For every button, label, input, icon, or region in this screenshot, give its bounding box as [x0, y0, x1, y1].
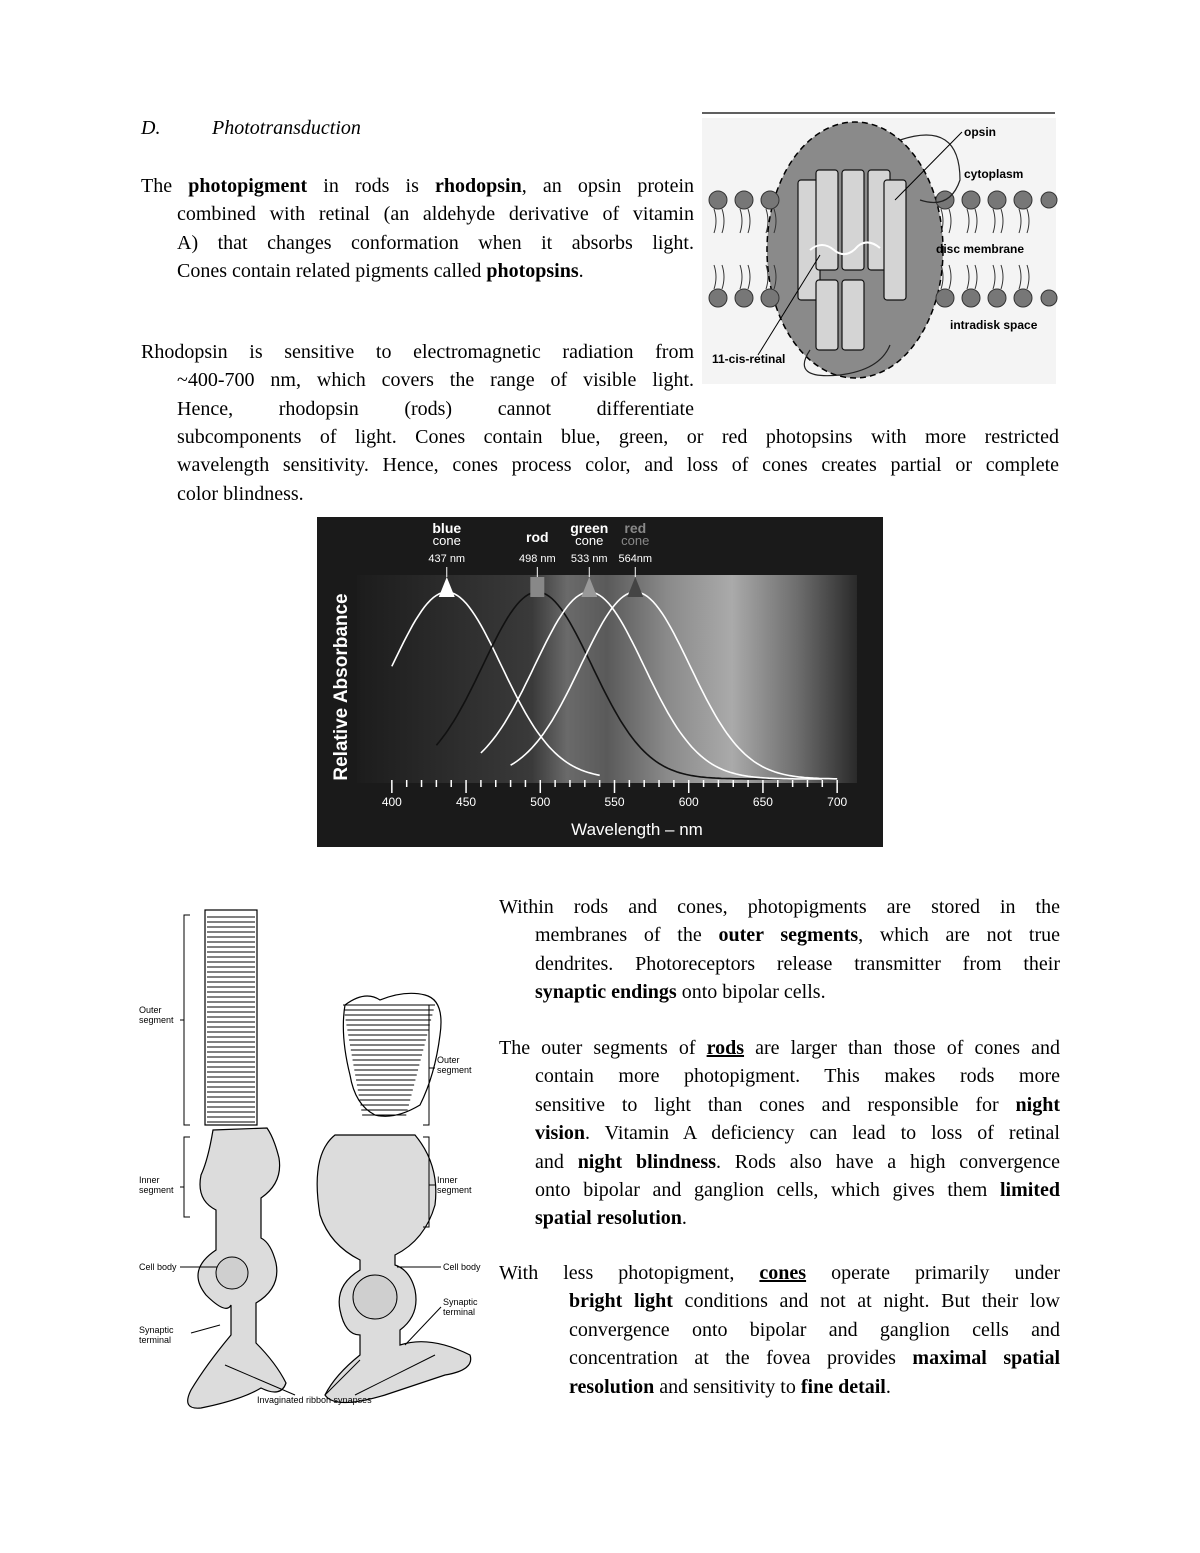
- legend-name-0: blue: [432, 520, 462, 536]
- tick-label-650: 650: [752, 795, 773, 809]
- legend-name-3: red: [624, 520, 647, 536]
- legend-nm-3: 564nm: [618, 553, 653, 565]
- label-cell-body-left: Cell body: [139, 1262, 177, 1272]
- label-inner-segment-right: Inner segment: [437, 1175, 472, 1195]
- section-letter: D.: [141, 117, 161, 139]
- legend-sub-2: cone: [575, 533, 604, 548]
- absorbance-chart: [317, 517, 883, 847]
- label-disc-membrane: disc membrane: [936, 242, 1025, 256]
- legend-sub-3: cone: [621, 533, 650, 548]
- rod-outer-segment: [205, 910, 257, 1125]
- legend-nm-1: 498 nm: [518, 553, 556, 565]
- tick-label-700: 700: [827, 795, 848, 809]
- tick-label-500: 500: [530, 795, 551, 809]
- label-intradisk-space: intradisk space: [950, 318, 1038, 332]
- spectrum-band: [357, 575, 857, 783]
- paragraph-photopigment: The photopigment in rods is rhodopsin, an opsin protein combined with retinal (an aldehyde derivative of vitamin A) that changes conformation when it absorbs light. Cones contain related pigments called photopsins.: [141, 175, 694, 283]
- paragraph-cones: With less photopigment, cones operate primarily under bright light conditions and not at night. But their low convergence onto bipolar and ganglion cells and concentration at the fovea provides maximal spatial resolution and sensitivity to fine detail.: [499, 1262, 1060, 1398]
- label-retinal: 11-cis-retinal: [712, 352, 786, 366]
- paragraph-outer-segments: Within rods and cones, photopigments are stored in the membranes of the outer segments, which are not true dendrites. Photoreceptors release transmitter from their synaptic endings onto bipolar cells.: [499, 896, 1060, 1004]
- tick-label-450: 450: [456, 795, 477, 809]
- paragraph-rhodopsin: Rhodopsin is sensitive to electromagnetic radiation from ~400-700 nm, which covers the range of visible light. Hence, rhodopsin (rods) cannot differentiate: [141, 341, 694, 420]
- tick-label-400: 400: [381, 795, 402, 809]
- label-cell-body-right: Cell body: [443, 1262, 481, 1272]
- legend-name-1: rod: [526, 529, 549, 545]
- tick-label-550: 550: [604, 795, 625, 809]
- rod-cone-cell-figure: [135, 905, 495, 1415]
- label-opsin: opsin: [964, 125, 996, 139]
- tick-label-600: 600: [678, 795, 699, 809]
- marker-rod: [530, 577, 544, 597]
- label-cytoplasm: cytoplasm: [964, 167, 1024, 181]
- label-outer-segment-left: Outer segment: [139, 1005, 174, 1025]
- legend-nm-0: 437 nm: [428, 553, 466, 565]
- legend-sub-0: cone: [432, 533, 461, 548]
- label-synaptic-terminal-right: Synaptic terminal: [443, 1297, 478, 1317]
- legend-nm-2: 533 nm: [570, 553, 608, 565]
- cone-nucleus: [353, 1275, 397, 1319]
- y-axis-label: Relative Absorbance: [331, 593, 352, 781]
- label-synaptic-terminal-left: Synaptic terminal: [139, 1325, 174, 1345]
- paragraph-rhodopsin-cont: subcomponents of light. Cones contain blue, green, or red photopsins with more restricted wavelength sensitivity. Hence, cones process color, and loss of cones creates partial or complete color blindness.: [177, 426, 1059, 505]
- paragraph-rods: The outer segments of rods are larger than those of cones and contain more photopigment. This makes rods more sensitive to light than cones and responsible for night vision. Vitamin A deficiency can lead to loss of retinal and night blindness. Rods also have a high convergence onto bipolar and ganglion cells, which gives them limited spatial resolution.: [499, 1037, 1060, 1230]
- label-inner-segment-left: Inner segment: [139, 1175, 174, 1195]
- label-outer-segment-right: Outer segment: [437, 1055, 472, 1075]
- rod-nucleus: [216, 1257, 248, 1289]
- opsin-disc-membrane-figure: [700, 110, 1058, 386]
- legend-name-2: green: [570, 520, 609, 536]
- x-axis-label: Wavelength – nm: [571, 820, 703, 839]
- label-ribbon-synapses: Invaginated ribbon synapses: [257, 1395, 372, 1405]
- section-title: Phototransduction: [212, 117, 361, 139]
